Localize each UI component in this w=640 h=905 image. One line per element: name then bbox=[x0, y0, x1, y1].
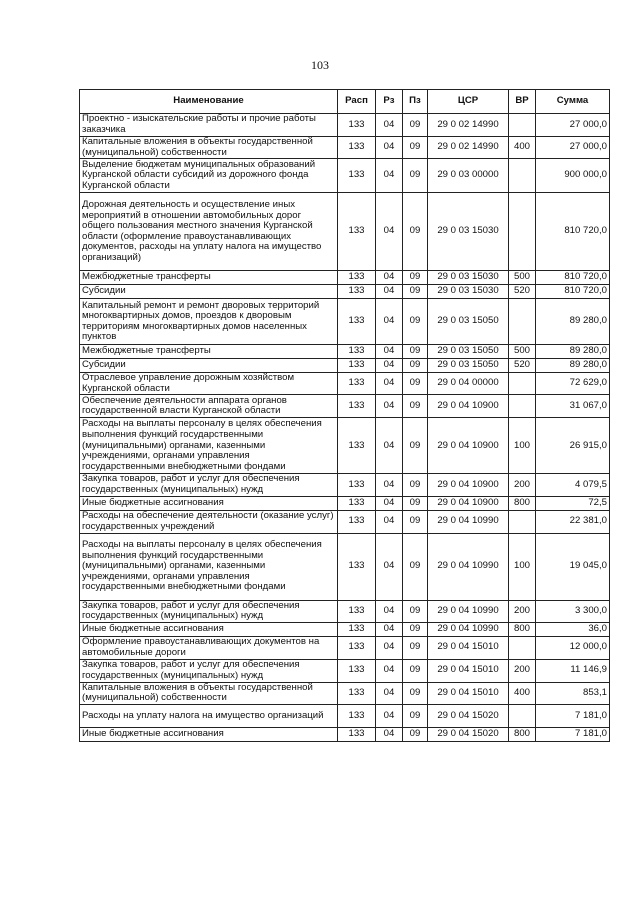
cell-sum: 89 280,0 bbox=[536, 359, 610, 373]
cell-rasp: 133 bbox=[338, 359, 376, 373]
cell-sum: 4 079,5 bbox=[536, 474, 610, 496]
cell-name: Иные бюджетные ассигнования bbox=[80, 727, 338, 741]
cell-pz: 09 bbox=[403, 510, 428, 533]
cell-rasp: 133 bbox=[338, 137, 376, 159]
table-row bbox=[80, 299, 610, 345]
cell-vr: 500 bbox=[509, 345, 536, 359]
cell-rasp: 133 bbox=[338, 395, 376, 418]
cell-sum: 810 720,0 bbox=[536, 193, 610, 271]
cell-pz: 09 bbox=[403, 418, 428, 474]
cell-vr bbox=[509, 704, 536, 727]
cell-pz: 09 bbox=[403, 359, 428, 373]
cell-sum: 11 146,9 bbox=[536, 659, 610, 682]
cell-rasp: 133 bbox=[338, 510, 376, 533]
cell-sum: 72 629,0 bbox=[536, 373, 610, 395]
table-row bbox=[80, 533, 610, 600]
cell-name: Расходы на выплаты персоналу в целях обеспечения выполнения функций государственными (муниципальными) органами, казенными учреждениями, органами управления государственными внебюджетными фондами bbox=[80, 418, 338, 474]
cell-pz: 09 bbox=[403, 193, 428, 271]
table-row bbox=[80, 159, 610, 193]
header-pz: Пз bbox=[403, 90, 428, 114]
cell-name: Оформление правоустанавливающих документов на автомобильные дороги bbox=[80, 636, 338, 659]
cell-vr: 500 bbox=[509, 271, 536, 285]
cell-pz: 09 bbox=[403, 474, 428, 496]
cell-sum: 810 720,0 bbox=[536, 285, 610, 299]
table-row bbox=[80, 636, 610, 659]
cell-pz: 09 bbox=[403, 345, 428, 359]
cell-pz: 09 bbox=[403, 137, 428, 159]
cell-rz: 04 bbox=[376, 299, 403, 345]
cell-pz: 09 bbox=[403, 533, 428, 600]
cell-csr: 29 0 04 10990 bbox=[428, 600, 509, 622]
table-row bbox=[80, 193, 610, 271]
cell-vr: 200 bbox=[509, 659, 536, 682]
cell-csr: 29 0 04 10990 bbox=[428, 533, 509, 600]
cell-rz: 04 bbox=[376, 659, 403, 682]
cell-rz: 04 bbox=[376, 474, 403, 496]
cell-rz: 04 bbox=[376, 418, 403, 474]
table-row bbox=[80, 659, 610, 682]
cell-rz: 04 bbox=[376, 193, 403, 271]
cell-vr bbox=[509, 114, 536, 137]
cell-name: Обеспечение деятельности аппарата органов государственной власти Курганской области bbox=[80, 395, 338, 418]
cell-vr bbox=[509, 299, 536, 345]
table-row bbox=[80, 682, 610, 704]
cell-name: Закупка товаров, работ и услуг для обеспечения государственных (муниципальных) нужд bbox=[80, 474, 338, 496]
cell-name: Капитальные вложения в объекты государственной (муниципальной) собственности bbox=[80, 682, 338, 704]
cell-rasp: 133 bbox=[338, 727, 376, 741]
cell-sum: 7 181,0 bbox=[536, 704, 610, 727]
cell-vr: 520 bbox=[509, 285, 536, 299]
cell-csr: 29 0 03 15050 bbox=[428, 299, 509, 345]
cell-sum: 12 000,0 bbox=[536, 636, 610, 659]
cell-pz: 09 bbox=[403, 704, 428, 727]
cell-rasp: 133 bbox=[338, 682, 376, 704]
cell-sum: 27 000,0 bbox=[536, 114, 610, 137]
table-row bbox=[80, 727, 610, 741]
cell-pz: 09 bbox=[403, 600, 428, 622]
cell-name: Расходы на обеспечение деятельности (оказание услуг) государственных учреждений bbox=[80, 510, 338, 533]
cell-name: Дорожная деятельность и осуществление иных мероприятий в отношении автомобильных дорог общего пользования местного значения Курганской области (оформление правоустанавливающих документов, расходы на уплату налога на имущество организаций) bbox=[80, 193, 338, 271]
cell-rasp: 133 bbox=[338, 345, 376, 359]
header-name: Наименование bbox=[80, 90, 338, 114]
cell-pz: 09 bbox=[403, 159, 428, 193]
cell-pz: 09 bbox=[403, 496, 428, 510]
cell-rasp: 133 bbox=[338, 659, 376, 682]
cell-name: Субсидии bbox=[80, 359, 338, 373]
table-row bbox=[80, 474, 610, 496]
cell-rasp: 133 bbox=[338, 600, 376, 622]
cell-csr: 29 0 04 10990 bbox=[428, 510, 509, 533]
cell-sum: 19 045,0 bbox=[536, 533, 610, 600]
cell-sum: 36,0 bbox=[536, 622, 610, 636]
table-header-row bbox=[80, 90, 610, 114]
cell-rz: 04 bbox=[376, 285, 403, 299]
cell-rasp: 133 bbox=[338, 299, 376, 345]
cell-rz: 04 bbox=[376, 359, 403, 373]
table-row bbox=[80, 600, 610, 622]
cell-name: Субсидии bbox=[80, 285, 338, 299]
cell-csr: 29 0 04 10990 bbox=[428, 622, 509, 636]
cell-vr: 200 bbox=[509, 474, 536, 496]
cell-rz: 04 bbox=[376, 510, 403, 533]
cell-pz: 09 bbox=[403, 271, 428, 285]
table-row bbox=[80, 373, 610, 395]
cell-pz: 09 bbox=[403, 727, 428, 741]
cell-rz: 04 bbox=[376, 159, 403, 193]
header-sum: Сумма bbox=[536, 90, 610, 114]
cell-csr: 29 0 03 15030 bbox=[428, 285, 509, 299]
cell-csr: 29 0 03 00000 bbox=[428, 159, 509, 193]
cell-rasp: 133 bbox=[338, 271, 376, 285]
cell-csr: 29 0 04 15020 bbox=[428, 704, 509, 727]
cell-rasp: 133 bbox=[338, 114, 376, 137]
cell-rz: 04 bbox=[376, 496, 403, 510]
cell-vr bbox=[509, 159, 536, 193]
cell-pz: 09 bbox=[403, 373, 428, 395]
cell-rasp: 133 bbox=[338, 533, 376, 600]
table-body bbox=[80, 114, 610, 742]
cell-name: Капитальный ремонт и ремонт дворовых территорий многоквартирных домов, проездов к дворовым территориям многоквартирных домов населенных пунктов bbox=[80, 299, 338, 345]
cell-csr: 29 0 04 10900 bbox=[428, 395, 509, 418]
cell-csr: 29 0 03 15050 bbox=[428, 345, 509, 359]
cell-name: Закупка товаров, работ и услуг для обеспечения государственных (муниципальных) нужд bbox=[80, 600, 338, 622]
cell-pz: 09 bbox=[403, 299, 428, 345]
table-row bbox=[80, 114, 610, 137]
table-row bbox=[80, 395, 610, 418]
cell-name: Выделение бюджетам муниципальных образований Курганской области субсидий из дорожного фонда Курганской области bbox=[80, 159, 338, 193]
table-row bbox=[80, 271, 610, 285]
table-row bbox=[80, 285, 610, 299]
cell-vr: 200 bbox=[509, 600, 536, 622]
cell-vr: 400 bbox=[509, 137, 536, 159]
cell-rasp: 133 bbox=[338, 193, 376, 271]
cell-sum: 7 181,0 bbox=[536, 727, 610, 741]
cell-rasp: 133 bbox=[338, 622, 376, 636]
table-row bbox=[80, 418, 610, 474]
cell-rz: 04 bbox=[376, 114, 403, 137]
cell-rasp: 133 bbox=[338, 373, 376, 395]
cell-sum: 853,1 bbox=[536, 682, 610, 704]
cell-sum: 900 000,0 bbox=[536, 159, 610, 193]
cell-rz: 04 bbox=[376, 373, 403, 395]
cell-sum: 27 000,0 bbox=[536, 137, 610, 159]
cell-sum: 26 915,0 bbox=[536, 418, 610, 474]
cell-rasp: 133 bbox=[338, 704, 376, 727]
cell-vr bbox=[509, 395, 536, 418]
cell-rz: 04 bbox=[376, 636, 403, 659]
table-row bbox=[80, 622, 610, 636]
cell-rz: 04 bbox=[376, 727, 403, 741]
cell-pz: 09 bbox=[403, 659, 428, 682]
cell-vr: 800 bbox=[509, 496, 536, 510]
budget-table bbox=[79, 89, 610, 742]
cell-name: Закупка товаров, работ и услуг для обеспечения государственных (муниципальных) нужд bbox=[80, 659, 338, 682]
table-row bbox=[80, 345, 610, 359]
cell-pz: 09 bbox=[403, 622, 428, 636]
header-rz: Рз bbox=[376, 90, 403, 114]
table-row bbox=[80, 137, 610, 159]
cell-vr: 800 bbox=[509, 727, 536, 741]
cell-pz: 09 bbox=[403, 682, 428, 704]
cell-rasp: 133 bbox=[338, 496, 376, 510]
cell-vr bbox=[509, 373, 536, 395]
cell-vr: 100 bbox=[509, 533, 536, 600]
cell-pz: 09 bbox=[403, 285, 428, 299]
cell-rz: 04 bbox=[376, 533, 403, 600]
table-row bbox=[80, 510, 610, 533]
cell-sum: 22 381,0 bbox=[536, 510, 610, 533]
cell-rasp: 133 bbox=[338, 285, 376, 299]
cell-csr: 29 0 04 10900 bbox=[428, 418, 509, 474]
cell-vr: 100 bbox=[509, 418, 536, 474]
header-csr: ЦСР bbox=[428, 90, 509, 114]
cell-rasp: 133 bbox=[338, 159, 376, 193]
cell-vr: 520 bbox=[509, 359, 536, 373]
cell-rz: 04 bbox=[376, 704, 403, 727]
cell-sum: 89 280,0 bbox=[536, 345, 610, 359]
cell-sum: 810 720,0 bbox=[536, 271, 610, 285]
cell-sum: 31 067,0 bbox=[536, 395, 610, 418]
cell-name: Межбюджетные трансферты bbox=[80, 271, 338, 285]
header-vr: ВР bbox=[509, 90, 536, 114]
cell-csr: 29 0 03 15050 bbox=[428, 359, 509, 373]
cell-pz: 09 bbox=[403, 395, 428, 418]
cell-name: Иные бюджетные ассигнования bbox=[80, 622, 338, 636]
cell-pz: 09 bbox=[403, 114, 428, 137]
cell-rz: 04 bbox=[376, 345, 403, 359]
cell-csr: 29 0 04 15020 bbox=[428, 727, 509, 741]
cell-csr: 29 0 03 15030 bbox=[428, 271, 509, 285]
cell-sum: 72,5 bbox=[536, 496, 610, 510]
cell-sum: 3 300,0 bbox=[536, 600, 610, 622]
cell-rz: 04 bbox=[376, 137, 403, 159]
cell-name: Капитальные вложения в объекты государственной (муниципальной) собственности bbox=[80, 137, 338, 159]
header-rasp: Расп bbox=[338, 90, 376, 114]
cell-pz: 09 bbox=[403, 636, 428, 659]
cell-csr: 29 0 04 15010 bbox=[428, 659, 509, 682]
table-row bbox=[80, 496, 610, 510]
cell-csr: 29 0 04 15010 bbox=[428, 636, 509, 659]
cell-csr: 29 0 04 00000 bbox=[428, 373, 509, 395]
table-row bbox=[80, 359, 610, 373]
cell-name: Межбюджетные трансферты bbox=[80, 345, 338, 359]
cell-name: Расходы на выплаты персоналу в целях обеспечения выполнения функций государственными (муниципальными) органами, казенными учреждениями, органами управления государственными внебюджетными фондами bbox=[80, 533, 338, 600]
cell-csr: 29 0 03 15030 bbox=[428, 193, 509, 271]
cell-name: Проектно - изыскательские работы и прочие работы заказчика bbox=[80, 114, 338, 137]
cell-rz: 04 bbox=[376, 600, 403, 622]
cell-rasp: 133 bbox=[338, 636, 376, 659]
cell-vr bbox=[509, 193, 536, 271]
cell-rz: 04 bbox=[376, 682, 403, 704]
cell-csr: 29 0 04 15010 bbox=[428, 682, 509, 704]
table-row bbox=[80, 704, 610, 727]
cell-name: Иные бюджетные ассигнования bbox=[80, 496, 338, 510]
cell-sum: 89 280,0 bbox=[536, 299, 610, 345]
cell-rasp: 133 bbox=[338, 418, 376, 474]
cell-name: Расходы на уплату налога на имущество организаций bbox=[80, 704, 338, 727]
page-number: 103 bbox=[311, 58, 329, 72]
cell-rz: 04 bbox=[376, 395, 403, 418]
cell-csr: 29 0 04 10900 bbox=[428, 474, 509, 496]
cell-vr bbox=[509, 636, 536, 659]
cell-rz: 04 bbox=[376, 271, 403, 285]
cell-csr: 29 0 04 10900 bbox=[428, 496, 509, 510]
cell-csr: 29 0 02 14990 bbox=[428, 114, 509, 137]
cell-rasp: 133 bbox=[338, 474, 376, 496]
cell-csr: 29 0 02 14990 bbox=[428, 137, 509, 159]
cell-vr: 400 bbox=[509, 682, 536, 704]
cell-vr: 800 bbox=[509, 622, 536, 636]
cell-name: Отраслевое управление дорожным хозяйством Курганской области bbox=[80, 373, 338, 395]
cell-rz: 04 bbox=[376, 622, 403, 636]
cell-vr bbox=[509, 510, 536, 533]
